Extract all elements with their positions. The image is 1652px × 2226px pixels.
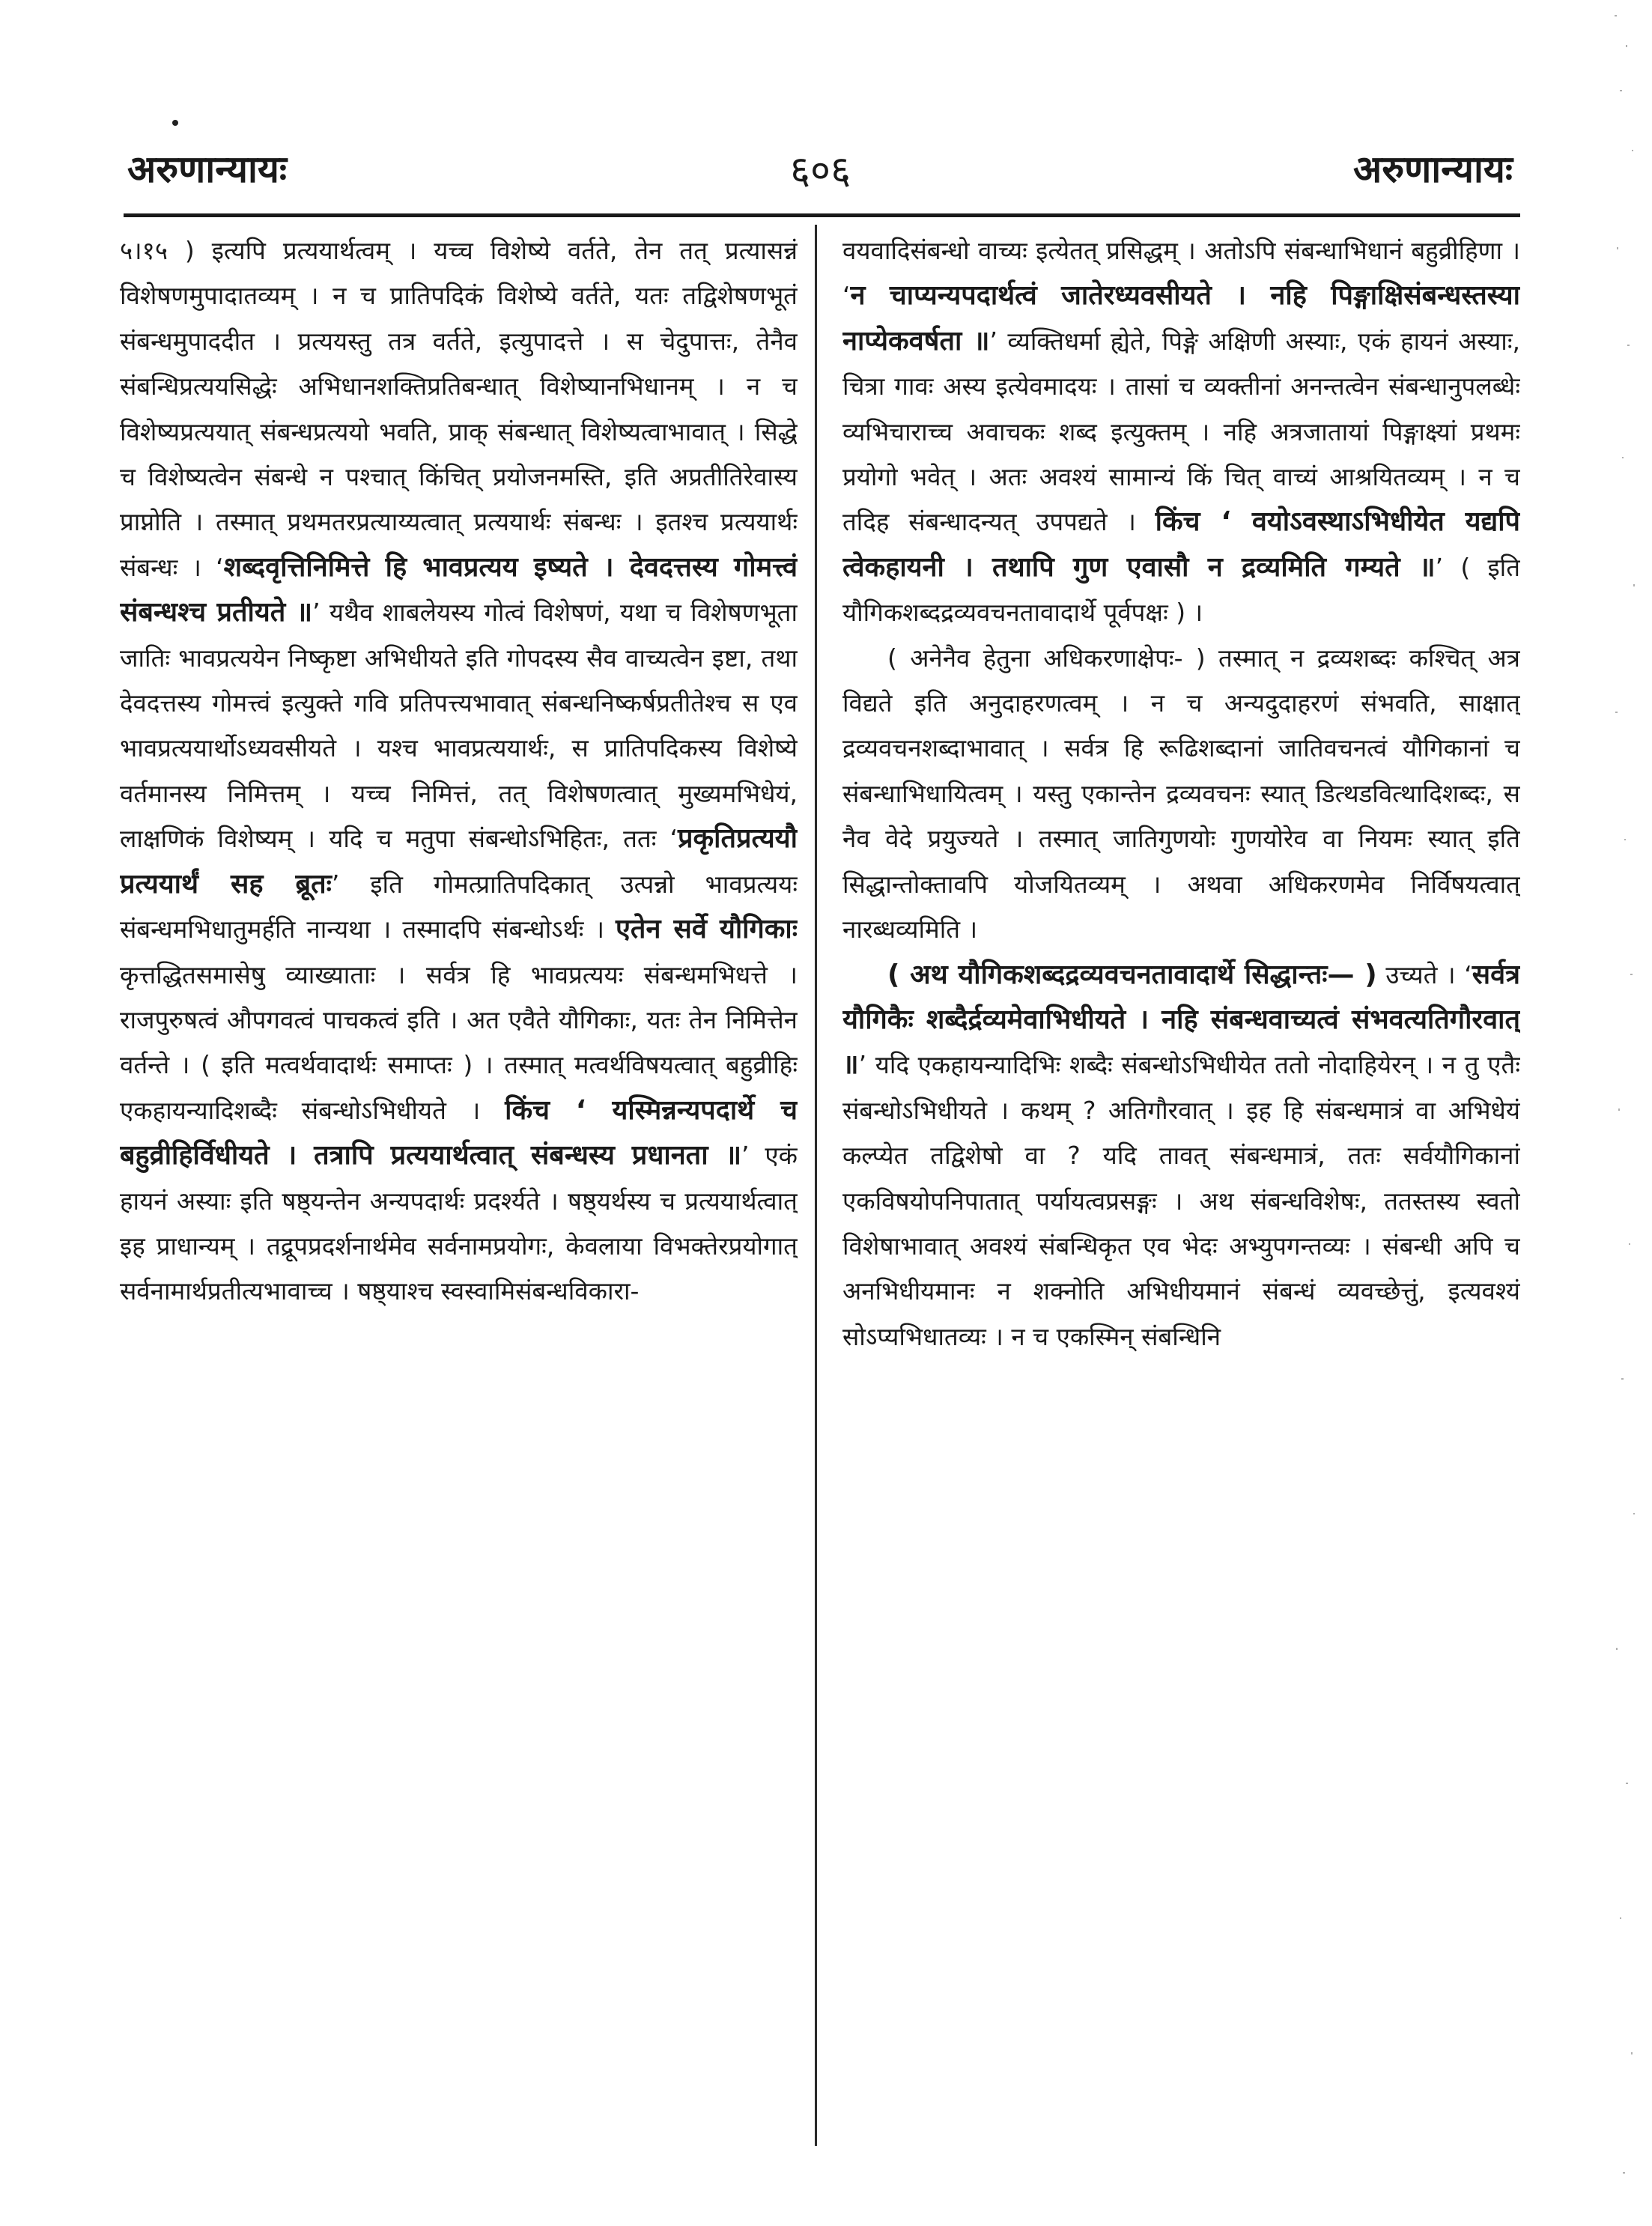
ink-speck: [172, 120, 178, 126]
left-quote-4: किंच ‘ यस्मिन्नन्यपदार्थे च बहुव्रीहिर्विधीयते । तत्रापि प्रत्ययार्थत्वात् संबन्धस्य प्रधानता ॥: [120, 1094, 798, 1171]
left-paragraph: [120, 228, 798, 1314]
column-divider: [815, 225, 817, 2146]
right-text-3: ’ ( इति यौगिकशब्दद्रव्यवचनतावादार्थे पूर्वपक्षः ) ।: [842, 552, 1520, 628]
right-quote-1: न चाप्यन्यपदार्थत्वं जातेरध्यवसीयते । नहि पिङ्गाक्षिसंबन्धस्तस्या नाप्येकवर्षता ॥: [842, 280, 1520, 357]
page-number: ६०६: [790, 148, 851, 193]
right-text-4: ( अनेनैव हेतुना अधिकरणाक्षेपः- ) तस्मात् न द्रव्यशब्दः कश्चित् अत्र विद्यते इति अनुदाहरणत्वम् । न च अन्यदुदाहरणं संभवति, साक्षात् द्रव्यवचनशब्दाभावात् । सर्वत्र हि रूढिशब्दानां जातिवचनत्वं यौगिकानां च संबन्धाभिधायित्वम् । यस्तु एकान्तेन द्रव्यवचनः स्यात् डित्थडवित्थादिशब्दः, स नैव वेदे प्रयुज्यते । तस्मात् जातिगुणयोः गुणयोरेव वा नियमः स्यात् इति सिद्धान्तोक्तावपि योजयितव्यम् । अथवा अधिकरणमेव निर्विषयत्वात् नारब्धव्यमिति ।: [842, 643, 1520, 944]
right-paragraph-1: [842, 228, 1520, 636]
right-paragraph-2: [842, 636, 1520, 953]
left-quote-1: शब्दवृत्तिनिमित्ते हि भावप्रत्यय इष्यते । देवदत्तस्य गोमत्त्वं संबन्धश्च प्रतीयते ॥: [120, 551, 798, 628]
right-text-2: ’ व्यक्तिधर्मा ह्येते, पिङ्गे अक्षिणी अस्याः, एकं हायनं अस्याः, चित्रा गावः अस्य इत्येवमादयः । तासां च व्यक्तीनां अनन्तत्वेन संबन्धानुपलब्धेः व्यभिचाराच्च अवाचकः शब्द इत्युक्तम् । नहि अत्रजातायां पिङ्गाक्ष्यां प्रथमः प्रयोगो भवेत् । अतः अवश्यं सामान्यं किं चित् वाच्यं आश्रयितव्यम् । न च तदिह संबन्धादन्यत् उपपद्यते ।: [842, 326, 1520, 537]
left-quote-2: प्रकृतिप्रत्ययौ प्रत्ययार्थं सह ब्रूतः: [120, 823, 798, 900]
scan-edge-noise: [1611, 0, 1641, 2226]
right-paragraph-3: [842, 953, 1520, 1360]
header-right-title: अरुणान्यायः: [1353, 148, 1513, 191]
right-text-5: उच्यते । ‘: [1385, 959, 1472, 989]
right-column: [842, 228, 1520, 2135]
right-section-heading: ( अथ यौगिकशब्दद्रव्यवचनतावादार्थे सिद्धान्तः— ): [887, 959, 1377, 990]
running-header: [127, 142, 1513, 202]
left-column: [120, 228, 798, 2135]
right-quote-3: सर्वत्र यौगिकैः शब्दैर्द्रव्यमेवाभिधीयते । नहि संबन्धवाच्यत्वं संभवत्यतिगौरवात् ॥: [842, 959, 1520, 1081]
left-quote-3: एतेन सर्वे यौगिकाः: [616, 914, 798, 945]
right-text-6: ’ यदि एकहायन्यादिभिः शब्दैः संबन्धोऽभिधीयेत ततो नोदाहियेरन् । न तु एतैः संबन्धोऽभिधीयते । कथम् ? अतिगौरवात् । इह हि संबन्धमात्रं वा अभिधेयं कल्प्येत तद्विशेषो वा ? यदि तावत् संबन्धमात्रं, ततः सर्वयौगिकानां एकविषयोपनिपातात् पर्यायत्वप्रसङ्गः । अथ संबन्धविशेषः, ततस्तस्य स्वतो विशेषाभावात् अवश्यं संबन्धिकृत एव भेदः अभ्युपगन्तव्यः । संबन्धी अपि च अनभिधीयमानः न शक्नोति अभिधीयमानं संबन्धं व्यवच्छेत्तुं, इत्यवश्यं सोऽप्यभिधातव्यः । न च एकस्मिन् संबन्धिनि: [842, 1050, 1520, 1351]
right-text-1: वयवादिसंबन्धो वाच्यः इत्येतत् प्रसिद्धम् । अतोऽपि संबन्धाभिधानं बहुव्रीहिणा । ‘: [842, 236, 1520, 311]
left-text-1: ५।१५ ) इत्यपि प्रत्ययार्थत्वम् । यच्च विशेष्ये वर्तते, तेन तत् प्रत्यासन्नं विशेषणमुपादातव्यम् । न च प्रातिपदिकं विशेष्ये वर्तते, यतः तद्विशेषणभूतं संबन्धमुपाददीत । प्रत्ययस्तु तत्र वर्तते, इत्युपादत्ते । स चेदुपात्तः, तेनैव संबन्धिप्रत्ययसिद्धेः अभिधानशक्तिप्रतिबन्धात् विशेष्यानभिधानम् । न च विशेष्यप्रत्ययात् संबन्धप्रत्ययो भवति, प्राक् संबन्धात् विशेष्यत्वाभावात् । सिद्धे च विशेष्यत्वेन संबन्धे न पश्चात् किंचित् प्रयोजनमस्ति, इति अप्रतीतिरेवास्य प्राप्नोति । तस्मात् प्रथमतरप्रत्याय्यत्वात् प्रत्ययार्थः संबन्धः । इतश्च प्रत्ययार्थः संबन्धः । ‘: [120, 236, 798, 582]
header-rule: [124, 213, 1520, 217]
left-text-4: कृत्तद्धितसमासेषु व्याख्याताः । सर्वत्र हि भावप्रत्ययः संबन्धमभिधत्ते । राजपुरुषत्वं औपगवत्वं पाचकत्वं इति । अत एवैते यौगिकाः, यतः तेन निमित्तेन वर्तन्ते । ( इति मत्वर्थवादार्थः समाप्तः ) । तस्मात् मत्वर्थविषयत्वात् बहुव्रीहिः एकहायन्यादिशब्दैः संबन्धोऽभिधीयते ।: [120, 959, 798, 1125]
left-text-2: ’ यथैव शाबलेयस्य गोत्वं विशेषणं, यथा च विशेषणभूता जातिः भावप्रत्ययेन निष्कृष्टा अभिधीयते इति गोपदस्य सैव वाच्यत्वेन इष्टा, तथा देवदत्तस्य गोमत्त्वं इत्युक्ते गवि प्रतिपत्त्यभावात् संबन्धनिष्कर्षप्रतीतेश्च स एव भावप्रत्ययार्थोऽध्यवसीयते । यश्च भावप्रत्ययार्थः, स प्रातिपदिकस्य विशेष्ये वर्तमानस्य निमित्तम् । यच्च निमित्तं, तत् विशेषणत्वात् मुख्यमभिधेयं, लाक्षणिकं विशेष्यम् । यदि च मतुपा संबन्धोऽभिहितः, ततः ‘: [120, 598, 798, 854]
right-quote-2: किंच ‘ वयोऽवस्थाऽभिधीयेत यद्यपि त्वेकहायनी । तथापि गुण एवासौ न द्रव्यमिति गम्यते ॥: [842, 506, 1520, 583]
header-left-title: अरुणान्यायः: [127, 148, 287, 191]
left-text-3: ’ इति गोमत्प्रातिपदिकात् उत्पन्नो भावप्रत्ययः संबन्धमभिधातुमर्हति नान्यथा । तस्मादपि संबन्धोऽर्थः ।: [120, 869, 798, 944]
left-text-5: ’ एकं हायनं अस्याः इति षष्ठ्यन्तेन अन्यपदार्थः प्रदर्श्यते । षष्ठ्यर्थस्य च प्रत्ययार्थत्वात् इह प्राधान्यम् । तद्रूपप्रदर्शनार्थमेव सर्वनामप्रयोगः, केवलाया विभक्तेरप्रयोगात् सर्वनामार्थप्रतीत्यभावाच्च । षष्ठ्याश्च स्वस्वामिसंबन्धविकारा-: [120, 1141, 798, 1306]
